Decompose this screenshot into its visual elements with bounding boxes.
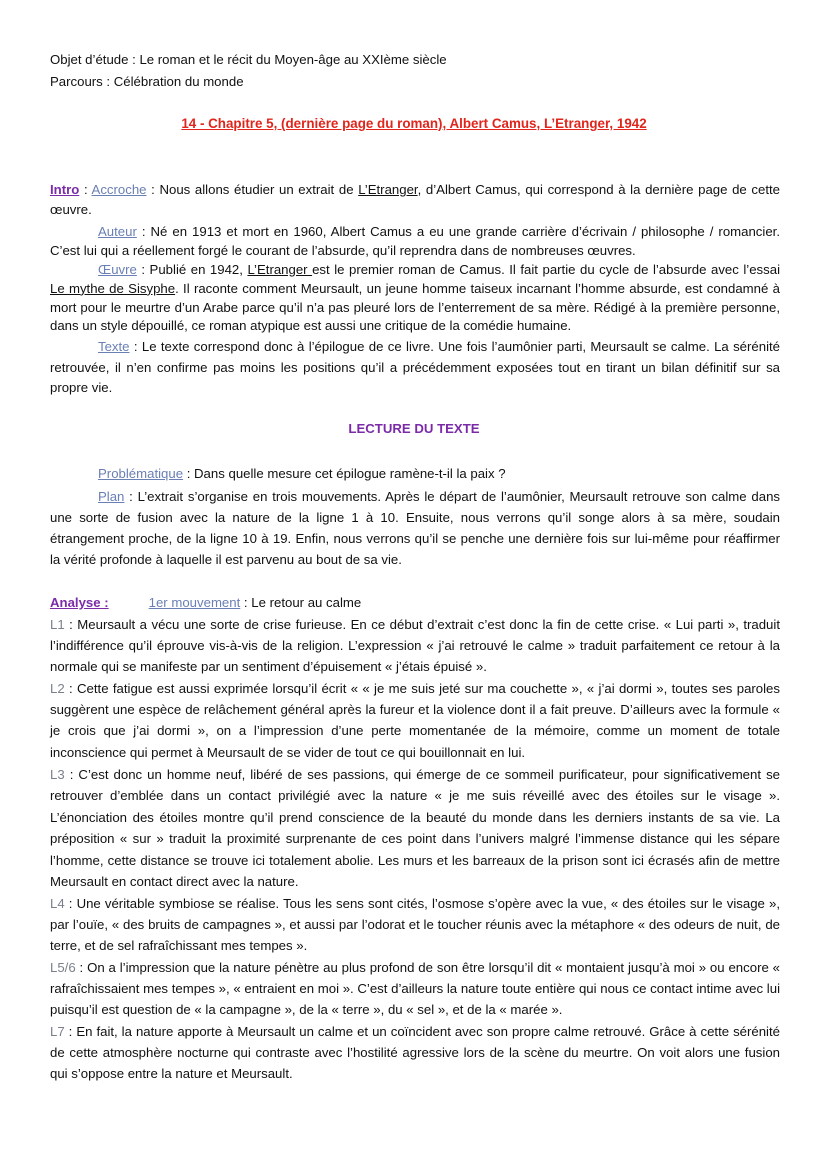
intro-texte: Texte : Le texte correspond donc à l’épilogue de ce livre. Une fois l’aumônier parti, Meursault se calme. La sérénité retrouvée, il n’en confirme pas moins les positions qu’il a précédemment exposées tout en tirant un bilan définitif sur sa propre vie.	[50, 339, 780, 395]
oeuvre-label: Œuvre	[98, 262, 137, 277]
intro-auteur: Auteur : Né en 1913 et mort en 1960, Albert Camus a eu une grande carrière d’écrivain / philosophe / romancier. C’est lui qui a réellement forgé le courant de l’absurde, qu’il reprendra dans de nombreuses œuvres.	[50, 224, 780, 258]
objet-etude: Objet d’étude : Le roman et le récit du Moyen-âge au XXIème siècle	[50, 52, 447, 67]
analyse-label: Analyse :	[50, 595, 109, 610]
accroche-label: Accroche	[91, 182, 147, 197]
auteur-label: Auteur	[98, 224, 137, 239]
book-title: L’Etranger	[358, 182, 418, 197]
intro-oeuvre: Œuvre : Publié en 1942, L’Etranger est le premier roman de Camus. Il fait partie du cycle de l’absurde avec l’essai Le mythe de Sisyphe. Il raconte comment Meursault, un jeune homme taiseux incarnant l’homme absurde, est condamné à mort pour le meurtre d’un Arabe parce qu’il n’a pas pleuré lors de l’enterrement de sa mère. Rédigé à la première personne, dans un style dépouillé, ce roman atypique est aussi une critique de la comédie humaine.	[50, 262, 781, 334]
analyse-item: L7 : En fait, la nature apporte à Meursault un calme et un coïncident avec son propre calme retrouvé. Grâce à cette sérénité de cette atmosphère nocturne qui contraste avec l’hostilité agressive lors de la scène du meurtre. On voit alors une fusion qui s’oppose entre la nature et Meursault.	[50, 1024, 780, 1082]
problematique-label: Problématique	[98, 466, 184, 481]
line-ref: L2	[50, 681, 65, 696]
essay-title: Le mythe de Sisyphe	[50, 280, 176, 296]
lecture-heading: LECTURE DU TEXTE	[348, 421, 480, 436]
book-title: L’Etranger	[247, 262, 313, 277]
plan-label: Plan	[98, 489, 125, 504]
analyse-header: Analyse : 1er mouvement : Le retour au calme	[50, 595, 362, 610]
analyse-item: L5/6 : On a l’impression que la nature pénètre au plus profond de son être lorsqu’il dit « montaient jusqu’à moi » ou encore « rafraîchissaient mes tempes », « entraient en moi ». C’est d’ailleurs la nature toute entière qui nous ce contact intime avec lui puisqu’il est question de « la campagne », de la « terre », du « sel », et de la « marée ».	[50, 960, 780, 1018]
analyse-item: L2 : Cette fatigue est aussi exprimée lorsqu’il écrit « « je me suis jeté sur ma couchette », « j’ai dormi », toutes ses paroles suggèrent une espèce de relâchement général après la fureur et la violence dont il a fait preuve. D’ailleurs avec la formule « je crois que j’ai dormi », on a l’impression d’une perte momentanée de la mémoire, comme un moment de totale inconscience qui permet à Meursault de se vider de tout ce qui bouillonnait en lui.	[50, 681, 780, 760]
document-title: 14 - Chapitre 5, (dernière page du roman), Albert Camus, L’Etranger, 1942	[181, 116, 647, 131]
analyse-item: L3 : C’est donc un homme neuf, libéré de ses passions, qui émerge de ce sommeil purificateur, pour significativement se retrouver d’emblée dans un contact privilégié avec la nature « je me suis réveillé avec des étoiles sur le visage ». L’énonciation des étoiles montre qu’il prend conscience de la beauté du monde dans les derniers instants de sa vie. La préposition « sur » traduit la proximité surprenante de ces point dans l’univers malgré l’immense distance qui les sépare l’homme, cette distance se trouve ici totalement abolie. Les murs et les barreaux de la prison sont ici écrasés afin de mettre Meursault en contact direct avec la nature.	[50, 767, 780, 890]
analyse-item: L4 : Une véritable symbiose se réalise. Tous les sens sont cités, l’osmose s’opère avec la vue, « des étoiles sur le visage », par l’ouïe, « des bruits de campagnes », et aussi par l’odorat et le toucher réunis avec la métaphore « des odeurs de nuit, de terre, et de sel rafraîchissant mes tempes ».	[50, 896, 780, 954]
line-ref: L4	[50, 896, 65, 911]
line-ref: L7	[50, 1024, 65, 1039]
line-ref: L1	[50, 617, 65, 632]
texte-label: Texte	[98, 339, 130, 354]
line-ref: L5/6	[50, 960, 76, 975]
intro-accroche: Intro : Accroche : Nous allons étudier un extrait de L’Etranger, d’Albert Camus, qui correspond à la dernière page de cette œuvre.	[50, 182, 781, 217]
problematique: Problématique : Dans quelle mesure cet épilogue ramène-t-il la paix ?	[98, 466, 506, 481]
line-ref: L3	[50, 767, 65, 782]
parcours: Parcours : Célébration du monde	[50, 74, 244, 89]
intro-label: Intro	[50, 182, 80, 197]
plan: Plan : L’extrait s’organise en trois mouvements. Après le départ de l’aumônier, Meursault retrouve son calme dans une sorte de fusion avec la nature de la ligne 1 à 10. Ensuite, nous verrons qu’il songe alors à sa mère, soudain étrangement proche, de la ligne 10 à 19. Enfin, nous verrons qu’il se penche une dernière fois sur lui-même pour réaffirmer la vérité profonde à laquelle il est parvenu au bout de sa vie.	[50, 489, 780, 567]
mouvement-label: 1er mouvement	[148, 595, 241, 610]
analyse-item: L1 : Meursault a vécu une sorte de crise furieuse. En ce début d’extrait c’est donc la fin de cette crise. « Lui parti », traduit l’indifférence qu’il éprouve vis-à-vis de la religion. L’expression « j’ai retrouvé le calme » traduit parfaitement ce retour à la normale qui se manifeste par un sentiment d’épuisement « j’étais épuisé ».	[50, 617, 780, 675]
